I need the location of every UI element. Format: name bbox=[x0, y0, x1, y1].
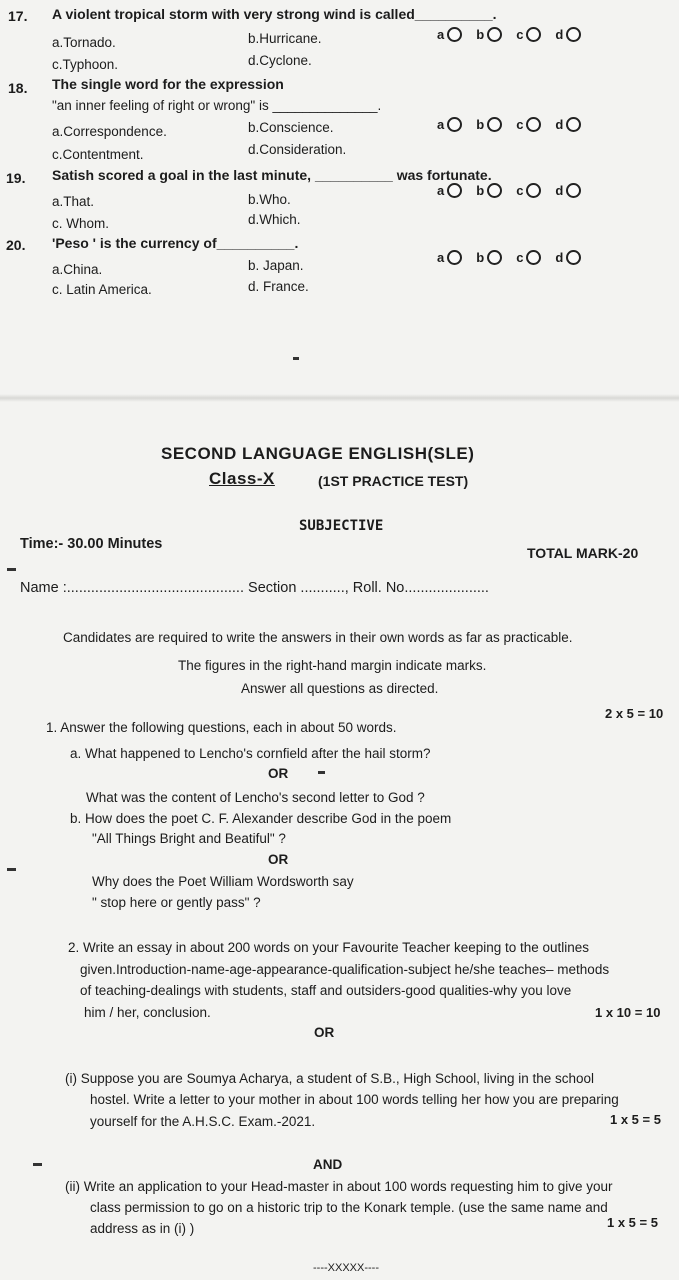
question-heading: 1. Answer the following questions, each in about 50 words. bbox=[46, 720, 397, 735]
instruction-line: Candidates are required to write the answers in their own words as far as practicable. bbox=[63, 630, 573, 645]
bubble-label: d bbox=[555, 250, 564, 265]
answer-bubble-d[interactable] bbox=[566, 250, 581, 265]
marks-label: 1 x 5 = 5 bbox=[610, 1112, 661, 1127]
page-divider bbox=[0, 394, 679, 402]
option-c: c.Contentment. bbox=[52, 147, 144, 162]
sub-question-a: a. What happened to Lencho's cornfield after the hail storm? bbox=[70, 746, 431, 761]
essay-question-line: of teaching-dealings with students, staff and outsiders-good qualities-why you love bbox=[80, 983, 572, 998]
question-text: Satish scored a goal in the last minute, __________ was fortunate. bbox=[52, 167, 492, 183]
answer-bubble-d[interactable] bbox=[566, 183, 581, 198]
answer-bubble-c[interactable] bbox=[526, 27, 541, 42]
option-b: b. Japan. bbox=[248, 258, 304, 273]
bubble-label: b bbox=[476, 117, 485, 132]
or-label: OR bbox=[314, 1025, 335, 1040]
and-label: AND bbox=[313, 1157, 343, 1172]
letter-question-line: hostel. Write a letter to your mother in about 100 words telling her how you are preparing bbox=[90, 1092, 619, 1107]
option-d: d.Which. bbox=[248, 212, 301, 227]
option-b: b.Conscience. bbox=[248, 120, 334, 135]
option-d: d.Cyclone. bbox=[248, 53, 312, 68]
answer-bubble-a[interactable] bbox=[447, 117, 462, 132]
answer-bubble-d[interactable] bbox=[566, 27, 581, 42]
option-b: b.Hurricane. bbox=[248, 31, 322, 46]
question-text: A violent tropical storm with very strong wind is called__________. bbox=[52, 6, 497, 22]
answer-bubble-a[interactable] bbox=[447, 183, 462, 198]
total-marks: TOTAL MARK-20 bbox=[527, 545, 639, 561]
answer-bubble-b[interactable] bbox=[487, 117, 502, 132]
option-a: a.China. bbox=[52, 262, 103, 277]
bubble-label: c bbox=[516, 183, 524, 198]
bubble-label: a bbox=[437, 117, 445, 132]
application-question-line: (ii) Write an application to your Head-master in about 100 words requesting him to give your bbox=[65, 1179, 613, 1194]
answer-bubble-c[interactable] bbox=[526, 183, 541, 198]
answer-bubbles bbox=[437, 27, 595, 42]
instruction-line: Answer all questions as directed. bbox=[241, 681, 439, 696]
exam-title: SECOND LANGUAGE ENGLISH(SLE) bbox=[161, 444, 475, 463]
answer-bubble-a[interactable] bbox=[447, 27, 462, 42]
marks-label: 1 x 5 = 5 bbox=[607, 1215, 658, 1230]
option-d: d. France. bbox=[248, 279, 309, 294]
option-d: d.Consideration. bbox=[248, 142, 347, 157]
bubble-label: c bbox=[516, 250, 524, 265]
answer-bubbles bbox=[437, 250, 595, 265]
option-a: a.Tornado. bbox=[52, 35, 116, 50]
or-label: OR bbox=[268, 766, 289, 781]
application-question-line: class permission to go on a historic trip to the Konark temple. (use the same name and bbox=[90, 1200, 608, 1215]
bubble-label: c bbox=[516, 27, 524, 42]
section-type: SUBJECTIVE bbox=[299, 518, 384, 534]
question-number: 20. bbox=[6, 237, 26, 253]
bubble-label: c bbox=[516, 117, 524, 132]
bubble-label: a bbox=[437, 27, 445, 42]
bubble-label: a bbox=[437, 183, 445, 198]
marks-label: 2 x 5 = 10 bbox=[605, 706, 664, 721]
answer-bubble-b[interactable] bbox=[487, 183, 502, 198]
question-text-cont: "an inner feeling of right or wrong" is ______________. bbox=[52, 98, 382, 113]
question-number: 19. bbox=[6, 170, 26, 186]
option-b: b.Who. bbox=[248, 192, 291, 207]
sub-question-b-cont: "All Things Bright and Beatiful" ? bbox=[92, 831, 286, 846]
sub-question-b-alt: Why does the Poet William Wordsworth say bbox=[92, 874, 354, 889]
class-label: Class-X bbox=[209, 469, 275, 488]
question-text: 'Peso ' is the currency of__________. bbox=[52, 235, 299, 251]
answer-bubble-b[interactable] bbox=[487, 27, 502, 42]
bubble-label: d bbox=[555, 27, 564, 42]
essay-question-line: given.Introduction-name-age-appearance-qualification-subject he/she teaches– methods bbox=[80, 962, 610, 977]
essay-question-line: him / her, conclusion. bbox=[84, 1005, 211, 1020]
pen-mark bbox=[293, 357, 299, 360]
question-text: The single word for the expression bbox=[52, 76, 284, 92]
letter-question-line: yourself for the A.H.S.C. Exam.-2021. bbox=[90, 1114, 316, 1129]
option-a: a.That. bbox=[52, 194, 95, 209]
pen-mark bbox=[7, 568, 16, 571]
application-question-line: address as in (i) ) bbox=[90, 1221, 195, 1236]
question-number: 18. bbox=[8, 80, 28, 96]
letter-question-line: (i) Suppose you are Soumya Acharya, a student of S.B., High School, living in the school bbox=[65, 1071, 595, 1086]
sub-question-a-alt: What was the content of Lencho's second letter to God ? bbox=[86, 790, 425, 805]
sub-question-b: b. How does the poet C. F. Alexander describe God in the poem bbox=[70, 811, 452, 826]
bubble-label: d bbox=[555, 183, 564, 198]
bubble-label: b bbox=[476, 27, 485, 42]
answer-bubbles bbox=[437, 183, 595, 198]
option-c: c. Whom. bbox=[52, 216, 110, 231]
answer-bubble-d[interactable] bbox=[566, 117, 581, 132]
answer-bubbles bbox=[437, 117, 595, 132]
pen-mark bbox=[7, 868, 16, 871]
option-c: c.Typhoon. bbox=[52, 57, 119, 72]
option-a: a.Correspondence. bbox=[52, 124, 167, 139]
answer-bubble-c[interactable] bbox=[526, 250, 541, 265]
pen-mark bbox=[33, 1163, 42, 1166]
test-label: (1ST PRACTICE TEST) bbox=[318, 473, 469, 489]
bubble-label: b bbox=[476, 183, 485, 198]
end-marker: ----XXXXX---- bbox=[313, 1262, 379, 1274]
time-allowed: Time:- 30.00 Minutes bbox=[20, 536, 163, 552]
pen-mark bbox=[318, 771, 325, 774]
essay-question-line: 2. Write an essay in about 200 words on your Favourite Teacher keeping to the outlines bbox=[68, 940, 590, 955]
marks-label: 1 x 10 = 10 bbox=[595, 1005, 661, 1020]
answer-bubble-a[interactable] bbox=[447, 250, 462, 265]
bubble-label: a bbox=[437, 250, 445, 265]
name-section-roll-line: Name :............................................ Section ..........., Roll. No..................... bbox=[20, 580, 489, 596]
instruction-line: The figures in the right-hand margin indicate marks. bbox=[178, 658, 487, 673]
option-c: c. Latin America. bbox=[52, 282, 152, 297]
question-number: 17. bbox=[8, 8, 28, 24]
bubble-label: b bbox=[476, 250, 485, 265]
sub-question-b-alt-cont: " stop here or gently pass" ? bbox=[92, 895, 261, 910]
answer-bubble-b[interactable] bbox=[487, 250, 502, 265]
answer-bubble-c[interactable] bbox=[526, 117, 541, 132]
or-label: OR bbox=[268, 852, 289, 867]
bubble-label: d bbox=[555, 117, 564, 132]
